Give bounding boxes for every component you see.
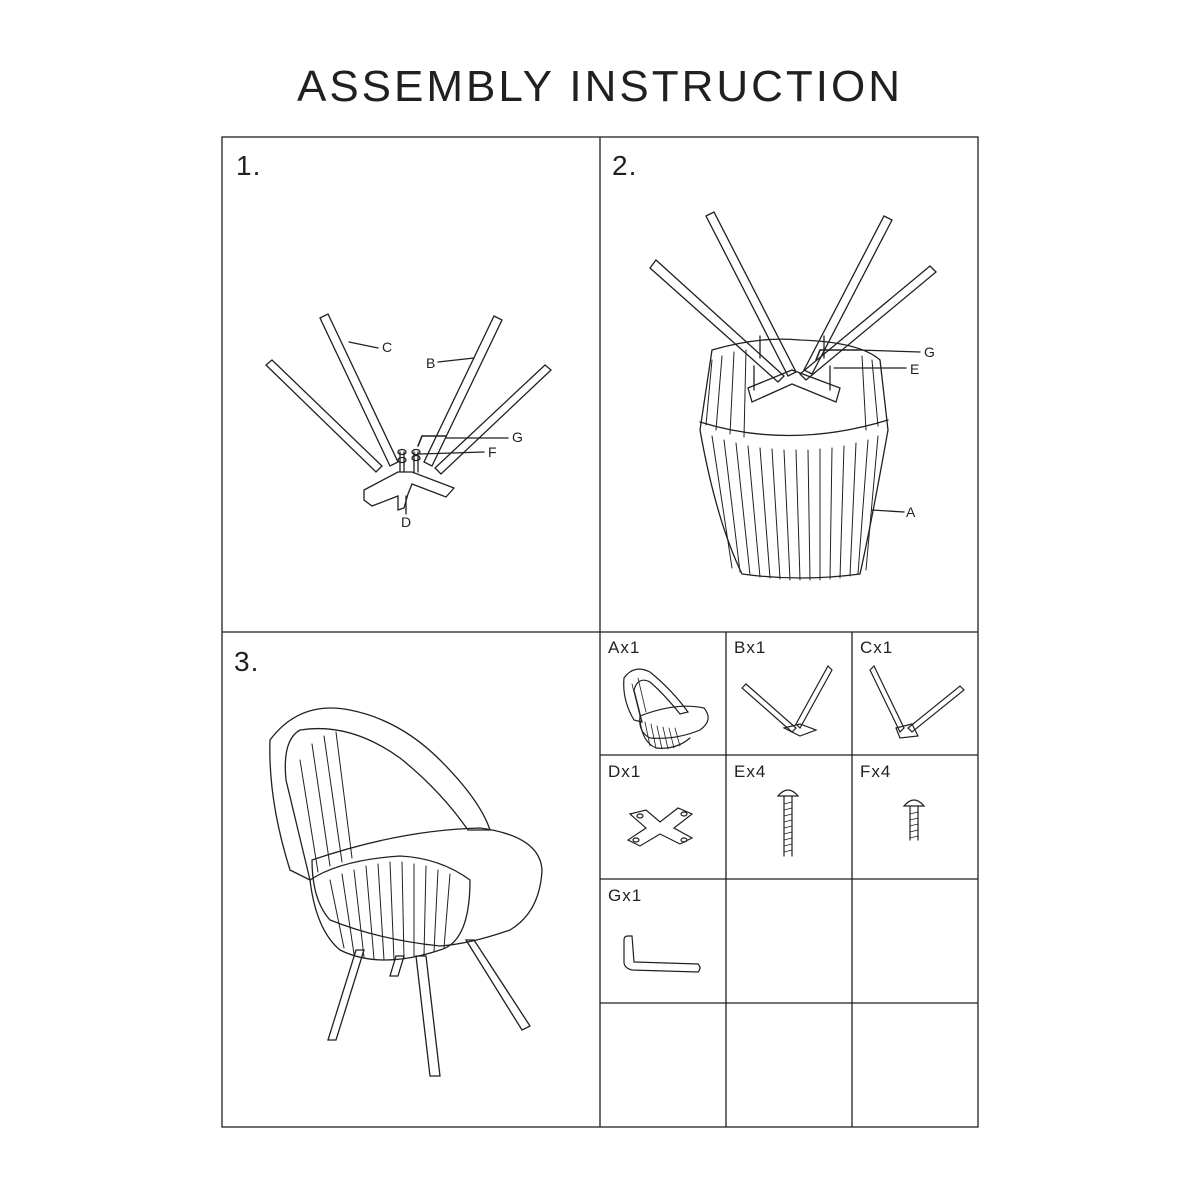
bolts-step1 <box>398 450 420 473</box>
cross-plate-icon <box>628 808 692 846</box>
part-f-label: Fx4 <box>860 762 892 781</box>
short-bolt-icon <box>904 800 924 840</box>
chair-shell-icon <box>624 669 708 749</box>
leg-frame-c-icon <box>870 666 964 738</box>
cross-plate-d <box>364 472 454 510</box>
allen-key-icon <box>624 936 700 972</box>
step-3-label: 3. <box>234 646 260 677</box>
callout-c: C <box>382 339 393 355</box>
part-d-label: Dx1 <box>608 762 642 781</box>
leg-frame-b-icon <box>742 666 832 736</box>
callout-d: D <box>401 514 412 530</box>
base-cross-step2 <box>748 370 840 402</box>
callout-b: B <box>426 355 436 371</box>
part-c-label: Cx1 <box>860 638 894 657</box>
step-2-label: 2. <box>612 150 638 181</box>
part-e-label: Ex4 <box>734 762 767 781</box>
callout-f: F <box>488 444 497 460</box>
callout-a: A <box>906 504 916 520</box>
step3-drawing <box>270 708 542 1076</box>
callout-e: E <box>910 361 920 377</box>
step1-drawing <box>266 314 551 514</box>
part-g-label: Gx1 <box>608 886 643 905</box>
callout-g-step1: G <box>512 429 523 445</box>
part-a-label: Ax1 <box>608 638 641 657</box>
step2-drawing <box>650 212 936 580</box>
callout-g-step2: G <box>924 344 935 360</box>
chair-backrest <box>270 708 490 880</box>
step-1-label: 1. <box>236 150 262 181</box>
leg-left-outer <box>266 360 382 472</box>
part-b-label: Bx1 <box>734 638 767 657</box>
chair-seat <box>312 828 542 946</box>
page-title: ASSEMBLY INSTRUCTION <box>296 62 904 111</box>
long-bolt-icon <box>778 790 798 856</box>
